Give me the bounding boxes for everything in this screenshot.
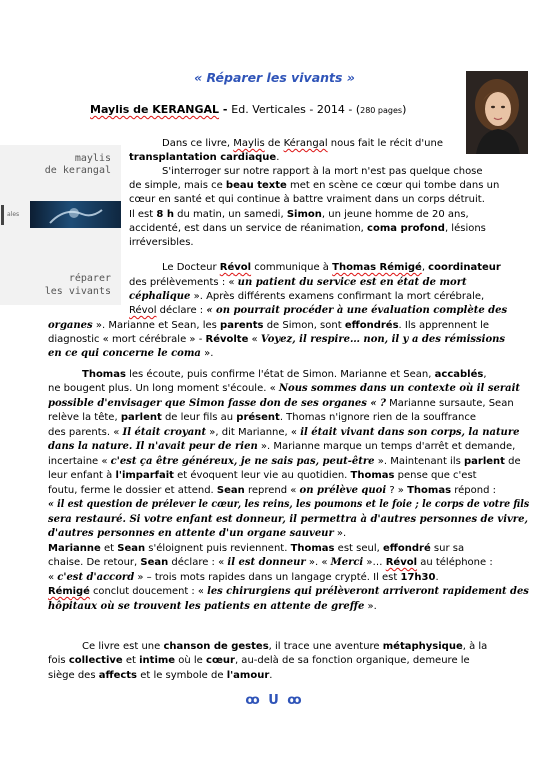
text-run: cœur — [206, 655, 235, 666]
text-run: les écoute, puis confirme l'état de Simon. Marianne et Sean, — [125, 369, 435, 380]
text-run: Révol — [219, 262, 252, 273]
cover-side-text: ales — [7, 211, 20, 218]
text-run: Thomas — [350, 470, 395, 481]
text-run: . Thomas n'ignore rien de la souffrance — [279, 412, 476, 423]
text-run: accablés — [434, 369, 484, 380]
ornament-divider: ꝏ U ꝏ — [245, 693, 304, 708]
text-run: », dit Marianne, « — [206, 427, 301, 438]
text-run: des parents. « — [48, 427, 123, 438]
page-count: 280 pages — [360, 106, 403, 115]
text-run: présent — [236, 412, 280, 423]
text-run: chaise. De retour, — [48, 557, 141, 568]
text-run: 8 h — [156, 209, 174, 220]
text-run: parents — [220, 320, 264, 331]
text-run: , il trace une aventure — [268, 641, 383, 652]
text-line — [162, 261, 501, 274]
text-run: est seul, — [334, 543, 383, 554]
text-run: il était vivant dans son corps, la nature — [300, 427, 520, 438]
text-run: les chirurgiens qui prélèveront arriveront rapidement des — [207, 586, 529, 597]
text-line — [129, 222, 486, 235]
text-run: du matin, un samedi, — [173, 209, 287, 220]
reference-close: ) — [402, 103, 407, 116]
text-line — [48, 484, 496, 497]
text-run: c'est d'accord — [57, 572, 135, 583]
text-run: un patient du service est en état de mort — [237, 277, 467, 288]
cover-title-first: réparer — [68, 273, 111, 284]
text-run: Maylis — [233, 138, 265, 149]
text-line — [129, 290, 484, 303]
page-title: « Réparer les vivants » — [194, 70, 355, 85]
text-run: Merci — [330, 557, 364, 568]
text-run: hôpitaux où se trouvent les patients en attente de greffe — [48, 601, 365, 612]
text-run: ? » — [386, 485, 408, 496]
text-run: parlent — [120, 412, 162, 423]
text-run: transplantation cardiaque — [129, 152, 277, 163]
cover-title-second: les vivants — [44, 286, 111, 297]
text-run: déclare : — [156, 305, 207, 316]
text-run: au téléphone : — [417, 557, 493, 568]
text-run: , — [483, 369, 487, 380]
text-run: on prélève quoi — [299, 485, 387, 496]
text-run: en ce qui concerne le coma — [48, 348, 201, 359]
text-run: coma profond — [367, 223, 445, 234]
text-run: . — [276, 152, 280, 163]
text-run: ». — [200, 348, 214, 359]
text-line — [48, 556, 493, 569]
text-run: , à la — [462, 641, 488, 652]
text-run: affects — [98, 670, 138, 681]
text-run: il est donneur — [227, 557, 306, 568]
text-run: coordinateur — [428, 262, 501, 273]
text-run: ». — [333, 528, 347, 539]
text-run: ». Marianne marque un temps d'arrêt et demande, — [257, 441, 516, 452]
text-run: Il est — [129, 209, 157, 220]
text-run: Nous sommes dans un contexte où il serait — [278, 383, 520, 394]
text-run: , au-delà de sa fonction organique, demeure le — [234, 655, 470, 666]
publisher-info: Ed. Verticales - 2014 - ( — [231, 103, 361, 116]
text-line — [48, 426, 519, 439]
text-run: . — [435, 572, 439, 583]
text-run: ». Après différents examens confirmant la mort cérébrale, — [190, 291, 485, 302]
text-run: Révolte — [205, 334, 249, 345]
text-run: , un jeune homme de 20 ans, — [321, 209, 469, 220]
text-run: foutu, ferme le dossier et attend. — [48, 485, 217, 496]
text-run: « — [248, 334, 261, 345]
text-line — [48, 585, 529, 598]
text-run: collective — [68, 655, 123, 666]
text-run: Marianne — [48, 543, 101, 554]
cover-author-first: maylis — [74, 153, 111, 164]
text-run: met en scène ce cœur qui tombe dans un — [286, 180, 500, 191]
text-run: c'est ça être généreux, je ne sais pas, peut-être — [110, 456, 375, 467]
text-run: communique à — [251, 262, 333, 273]
text-run: parlent — [464, 456, 505, 467]
text-run: » – trois mots rapides dans un langage crypté. Il est — [134, 572, 401, 583]
text-run: Rémigé — [48, 586, 90, 597]
text-run: « — [48, 572, 58, 583]
text-run: de simple, mais ce — [129, 180, 226, 191]
text-run: Le Docteur — [162, 262, 220, 273]
text-run: Sean — [216, 485, 245, 496]
text-line — [129, 151, 279, 164]
text-run: Il était croyant — [122, 427, 207, 438]
text-line — [48, 455, 521, 468]
text-run: incertaine « — [48, 456, 111, 467]
text-run: Révol — [385, 557, 418, 568]
text-run: organes — [48, 320, 93, 331]
text-line — [129, 276, 467, 289]
text-line — [48, 571, 439, 584]
text-run: s'éloignent puis reviennent. — [145, 543, 291, 554]
text-run: 17h30 — [400, 572, 436, 583]
text-run: de leur fils au — [161, 412, 237, 423]
text-line — [48, 669, 272, 682]
text-line — [129, 304, 507, 317]
text-run: dans la nature. Il n'avait peur de rien — [48, 441, 258, 452]
text-run: effondrés — [344, 320, 399, 331]
text-run: céphalique — [129, 291, 191, 302]
text-run: Marianne sursaute, Sean — [385, 398, 514, 409]
text-run: relève la tête, — [48, 412, 121, 423]
text-run: Thomas — [290, 543, 335, 554]
text-line — [48, 333, 505, 346]
text-run: Thomas Rémigé — [332, 262, 422, 273]
text-run: Sean — [117, 543, 146, 554]
text-run: Simon — [286, 209, 322, 220]
text-line — [48, 411, 476, 424]
text-run: Révol — [129, 305, 157, 316]
text-line — [82, 368, 487, 381]
text-run: et évoquent leur vie au quotidien. — [173, 470, 351, 481]
text-run: Voyez, il respire… non, il y a des rémissions — [260, 334, 506, 345]
text-run: »… — [363, 557, 386, 568]
text-run: et le symbole de — [137, 670, 227, 681]
text-run: d'autres personnes en attente d'un organe sauveur — [48, 528, 334, 539]
text-run: effondré — [382, 543, 431, 554]
text-run: ne bougent plus. Un long moment s'écoule. « — [48, 383, 279, 394]
text-run: intime — [139, 655, 176, 666]
text-run: , lésions — [444, 223, 486, 234]
text-line — [48, 382, 520, 395]
text-run: Sean — [140, 557, 169, 568]
text-run: ». « — [305, 557, 331, 568]
text-run: Ce livre est une — [82, 641, 164, 652]
text-line — [162, 165, 483, 178]
text-run: possible d'envisager que Simon fasse don de ses organes « ? — [48, 398, 386, 409]
text-run: ». — [364, 601, 377, 612]
text-run: « on pourrait procéder à une évaluation complète des — [206, 305, 508, 316]
text-line — [82, 640, 487, 653]
text-run: leur enfant à — [48, 470, 116, 481]
reference-dash: - — [219, 103, 232, 116]
text-run: pense que c'est — [394, 470, 477, 481]
text-line — [129, 179, 499, 192]
text-run: S'interroger sur notre rapport à la mort n'est pas quelque chose — [162, 166, 483, 177]
text-run: ». Maintenant ils — [374, 456, 464, 467]
text-run: ». Marianne et Sean, les — [92, 320, 221, 331]
text-run: siège des — [48, 670, 99, 681]
text-run: diagnostic « mort cérébrale » - — [48, 334, 206, 345]
text-run: et — [100, 543, 118, 554]
text-line — [129, 236, 194, 249]
text-run: reprend « — [244, 485, 300, 496]
text-run: . Ils apprennent le — [398, 320, 490, 331]
text-run: l'imparfait — [115, 470, 174, 481]
text-run: nous fait le récit d'une — [327, 138, 443, 149]
text-run: fois — [48, 655, 69, 666]
text-run: où le — [175, 655, 207, 666]
text-run: Kérangal — [283, 138, 328, 149]
text-run: l'amour — [226, 670, 270, 681]
text-line — [48, 498, 529, 511]
author-name: Maylis de KERANGAL — [90, 103, 220, 116]
text-run: des prélèvements : « — [129, 277, 238, 288]
text-run: irréversibles. — [129, 237, 194, 248]
text-line — [48, 469, 477, 482]
text-line — [48, 440, 515, 453]
text-line — [48, 397, 514, 410]
text-run: Thomas — [407, 485, 452, 496]
text-run: et — [122, 655, 140, 666]
text-line — [48, 513, 528, 526]
text-run: beau texte — [225, 180, 287, 191]
text-line — [162, 137, 443, 150]
text-run: « il est question de prélever le cœur, les reins, les poumons et le foie ; le corps de votre fils — [48, 499, 530, 510]
text-run: métaphysique — [382, 641, 463, 652]
text-run: chanson de gestes — [163, 641, 269, 652]
text-run: cœur en santé et qui continue à battre vraiment dans un corps détruit. — [129, 194, 485, 205]
text-run: . — [269, 670, 273, 681]
text-line — [48, 600, 377, 613]
text-run: sera restauré. Si votre enfant est donneur, il permettra à d'autres personnes de vivre, — [48, 514, 528, 525]
text-line — [48, 527, 346, 540]
text-line — [48, 654, 470, 667]
text-run: Dans ce livre, — [162, 138, 234, 149]
text-run: Thomas — [82, 369, 126, 380]
text-run: de — [504, 456, 521, 467]
text-line — [129, 193, 485, 206]
text-line — [129, 208, 469, 221]
text-run: sur sa — [430, 543, 465, 554]
cover-author-last: de kerangal — [44, 165, 111, 176]
text-run: accidenté, est dans un service de réanimation, — [129, 223, 368, 234]
text-run: de Simon, sont — [263, 320, 345, 331]
text-run: déclare : « — [168, 557, 228, 568]
text-line — [48, 347, 213, 360]
text-line — [48, 319, 489, 332]
text-line — [48, 542, 464, 555]
text-run: répond : — [451, 485, 496, 496]
text-run: conclut doucement : « — [89, 586, 208, 597]
text-run: , — [421, 262, 429, 273]
text-run: de — [264, 138, 284, 149]
